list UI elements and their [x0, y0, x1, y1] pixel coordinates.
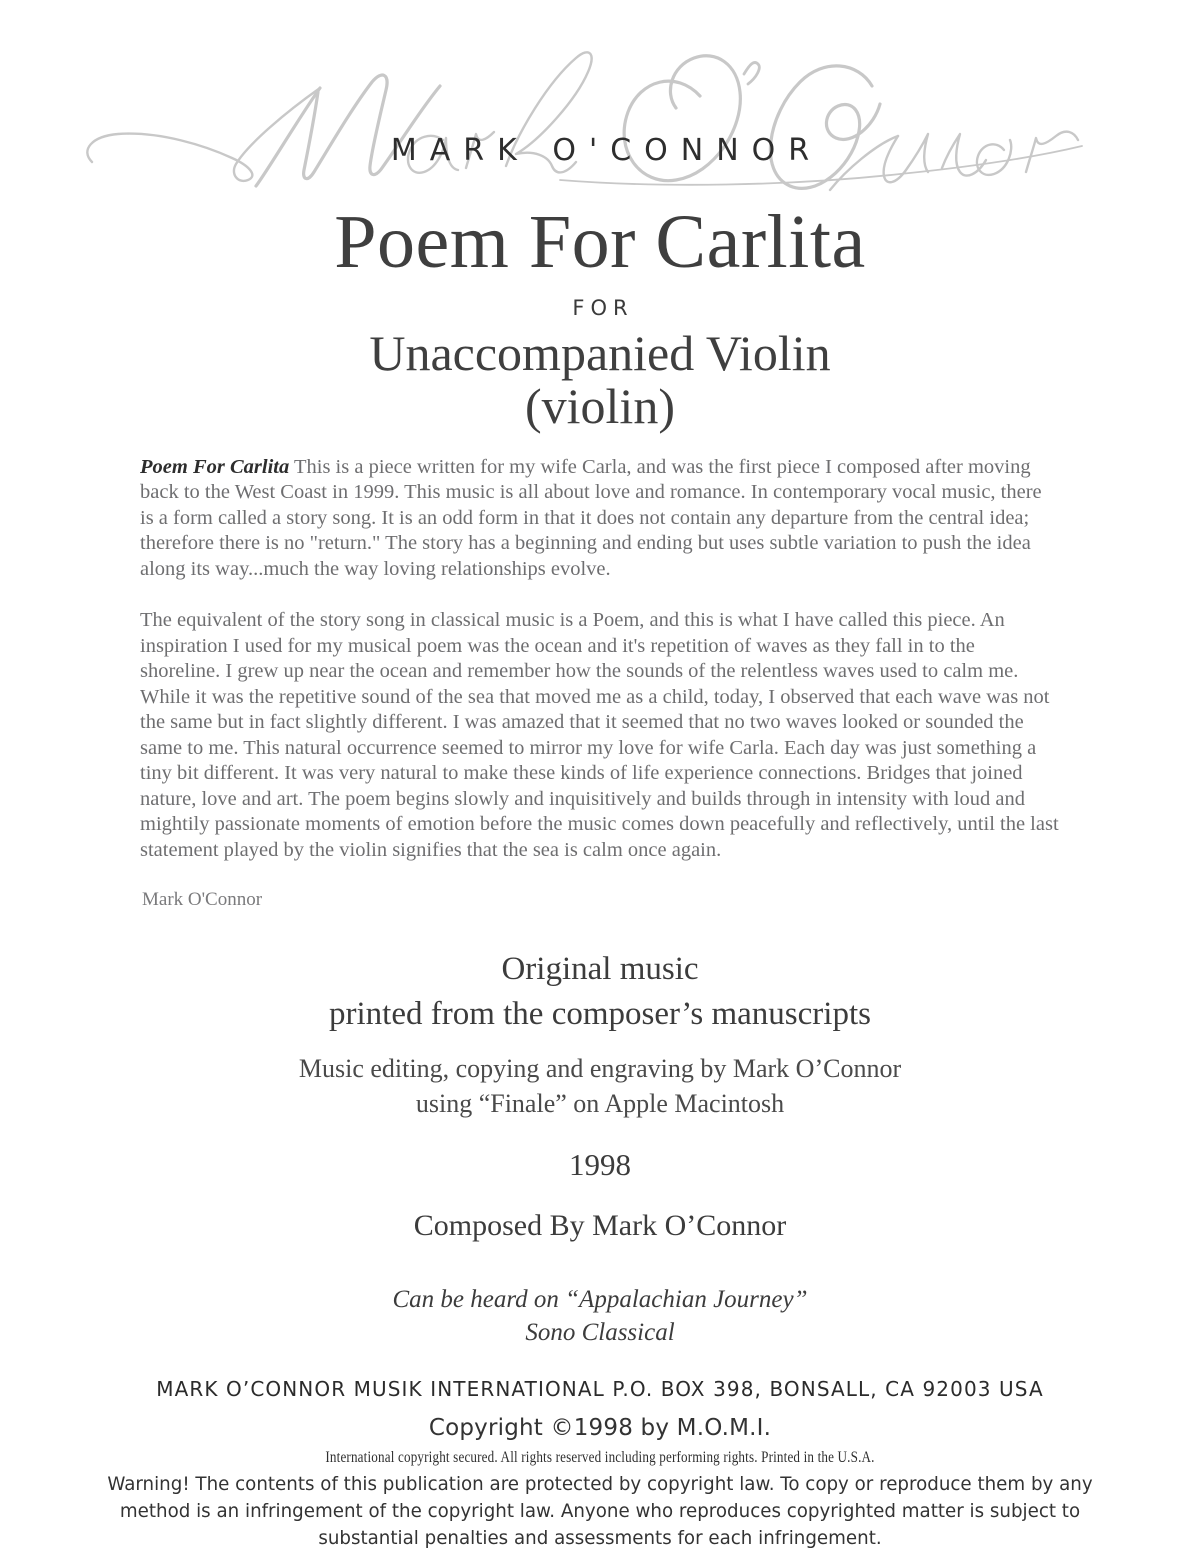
engraving-credit-line-2: using “Finale” on Apple Macintosh — [415, 1089, 785, 1118]
heard-on-line-1: Can be heard on “Appalachian Journey” — [392, 1286, 808, 1313]
engraving-credit-line-1: Music editing, copying and engraving by Mark O’Connor — [298, 1054, 902, 1083]
original-music-line-1: Original music — [501, 951, 699, 987]
copyright-line: Copyright ©1998 by M.O.M.I. — [428, 1415, 772, 1441]
international-copyright-notice: International copyright secured. All rights reserved including performing rights. Printed in the U.S.A. — [325, 1449, 875, 1466]
original-music-line-2: printed from the composer’s manuscripts — [329, 996, 871, 1032]
publisher-address: MARK O’CONNOR MUSIK INTERNATIONAL P.O. BOX 398, BONSALL, CA 92003 USA — [156, 1377, 1044, 1401]
program-notes — [140, 455, 1060, 912]
note-paragraph-1-body: This is a piece written for my wife Carla, and was the first piece I composed after moving back to the West Coast in 1999. This music is all about love and romance. In contemporary vocal music, there is a form called a story song. It is an odd form in that it does not contain any departure from the central idea; therefore there is no "return." The story has a beginning and ending but uses subtle variation to push the idea along its way...much the way loving relationships evolve. — [140, 455, 1042, 580]
note-leadin-title: Poem For Carlita — [140, 455, 290, 478]
logo-caps-text: MARK O'CONNOR — [390, 133, 823, 168]
instrumentation-subtitle: Unaccompanied Violin — [369, 325, 831, 381]
note-paragraph-1 — [140, 455, 1060, 583]
credits-block — [0, 947, 1200, 1349]
page-title: Poem For Carlita — [334, 200, 866, 284]
copyright-warning-text: Warning! The contents of this publication are protected by copyright law. To copy or reproduce them by any method is an infringement of the copyright law. Anyone who reproduces copyrighted matter is subject to substantial penalties and assessments for each infringement. — [107, 1473, 1093, 1549]
instrument-parenthetical: (violin) — [525, 378, 675, 434]
author-signature: Mark O'Connor — [142, 889, 263, 910]
note-paragraph-2: The equivalent of the story song in classical music is a Poem, and this is what I have called this piece. An inspiration I used for my musical poem was the ocean and it's repetition of waves as they fall in to the shoreline. I grew up near the ocean and remember how the sounds of the relentless waves used to calm me. While it was the repetitive sound of the sea that moved me as a child, today, I observed that each wave was not the same but in fact slightly different. I was amazed that it seemed that no two waves looked or sounded the same to me. This natural occurrence seemed to mirror my love for wife Carla. Each day was just something a tiny bit different. It was very natural to make these kinds of life experience connections. Bridges that joined nature, love and art. The poem begins slowly and inquisitively and builds through in intensity with loud and mightily passionate moments of emotion before the music comes down peacefully and reflectively, until the last statement played by the violin signifies that the sea is calm once again. — [140, 609, 1059, 861]
footer-block — [0, 1377, 1200, 1552]
title-block — [0, 200, 1200, 434]
mark-oconnor-script-signature-icon — [0, 0, 1200, 200]
composed-by: Composed By Mark O’Connor — [413, 1209, 787, 1242]
year: 1998 — [569, 1147, 631, 1182]
for-label: FOR — [572, 296, 634, 320]
masthead — [0, 0, 1200, 200]
heard-on-line-2: Sono Classical — [525, 1319, 675, 1346]
